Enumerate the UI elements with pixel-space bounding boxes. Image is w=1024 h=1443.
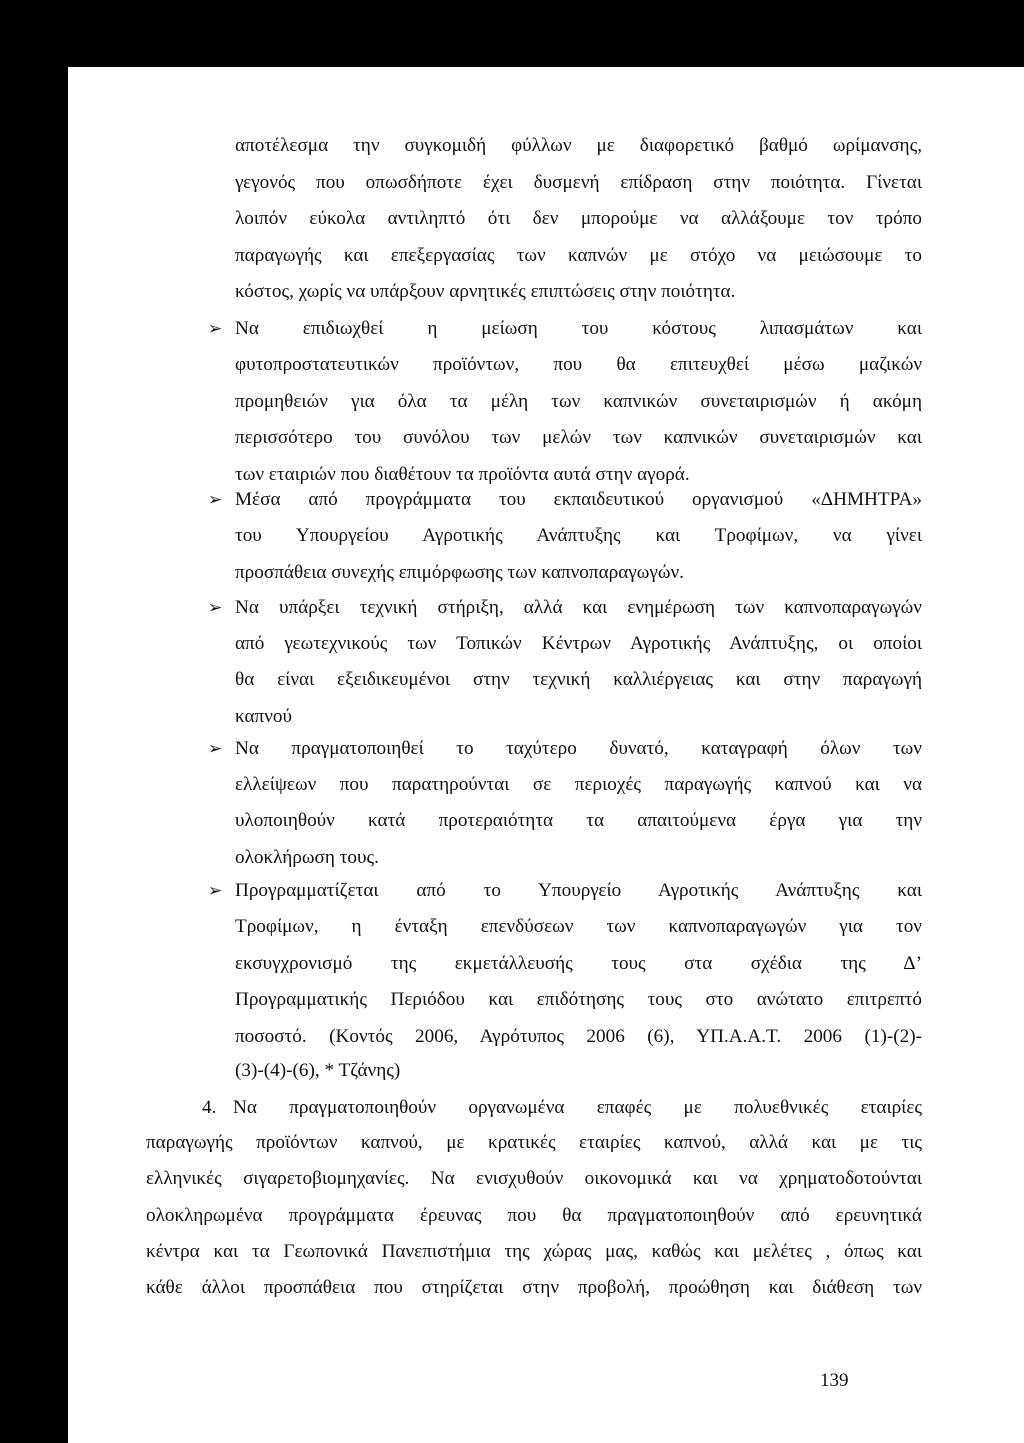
- item-line: Να πραγματοποιηθούν οργανωμένα επαφές με πολυεθνικές εταιρίες: [233, 1097, 922, 1118]
- item-line: παραγωγής προϊόντων καπνού, με κρατικές εταιρίες καπνού, αλλά και με τις: [146, 1132, 922, 1153]
- bullet-line: περισσότερο του συνόλου των μελών των καπνικών συνεταιρισμών και: [235, 427, 922, 448]
- bullet-line: φυτοπροστατευτικών προϊόντων, που θα επιτευχθεί μέσω μαζικών: [235, 354, 922, 375]
- bullet-line: ελλείψεων που παρατηρούνται σε περιοχές παραγωγής καπνού και να: [235, 774, 922, 795]
- item-line: ολοκληρωμένα προγράμματα έρευνας που θα πραγματοποιηθούν από ερευνητικά: [146, 1205, 922, 1226]
- paragraph-line: κόστος, χωρίς να υπάρξουν αρνητικές επιπτώσεις στην ποιότητα.: [235, 281, 736, 302]
- bullet-line: Μέσα από προγράμματα του εκπαιδευτικού οργανισμού «ΔΗΜΗΤΡΑ»: [235, 489, 922, 510]
- bullet-line: προμηθειών για όλα τα μέλη των καπνικών συνεταιρισμών ή ακόμη: [235, 391, 922, 412]
- item-line: κέντρα και τα Γεωπονικά Πανεπιστήμια της χώρας μας, καθώς και μελέτες , όπως και: [146, 1241, 922, 1262]
- bullet-line: προσπάθεια συνεχής επιμόρφωσης των καπνοπαραγωγών.: [235, 562, 684, 583]
- bullet-line: του Υπουργείου Αγροτικής Ανάπτυξης και Τροφίμων, να γίνει: [235, 525, 922, 546]
- arrow-bullet-icon: ➢: [208, 319, 223, 339]
- item-number: 4.: [202, 1097, 217, 1118]
- bullet-line: Να επιδιωχθεί η μείωση του κόστους λιπασμάτων και: [235, 318, 922, 339]
- bullet-line: Προγραμματίζεται από το Υπουργείο Αγροτικής Ανάπτυξης και: [235, 880, 922, 901]
- bullet-line: καπνού: [235, 706, 293, 727]
- bullet-line: Να πραγματοποιηθεί το ταχύτερο δυνατό, καταγραφή όλων των: [235, 738, 922, 759]
- bullet-line: Τροφίμων, η ένταξη επενδύσεων των καπνοπαραγωγών για τον: [235, 916, 922, 937]
- arrow-bullet-icon: ➢: [208, 739, 223, 759]
- bullet-line: των εταιριών που διαθέτουν τα προϊόντα αυτά στην αγορά.: [235, 464, 690, 485]
- paragraph-line: λοιπόν εύκολα αντιληπτό ότι δεν μπορούμε να αλλάξουμε τον τρόπο: [235, 208, 922, 229]
- paragraph-line: γεγονός που οπωσδήποτε έχει δυσμενή επίδραση στην ποιότητα. Γίνεται: [235, 172, 922, 193]
- bullet-line: υλοποιηθούν κατά προτεραιότητα τα απαιτούμενα έργα για την: [235, 810, 922, 831]
- bullet-line: εκσυγχρονισμό της εκμετάλλευσής τους στα σχέδια της Δ’: [235, 953, 922, 974]
- item-line: κάθε άλλοι προσπάθεια που στηρίζεται στην προβολή, προώθηση και διάθεση των: [146, 1277, 922, 1298]
- document-page: [68, 67, 1024, 1443]
- bullet-line: ποσοστό. (Κοντός 2006, Αγρότυπος 2006 (6), ΥΠ.Α.Α.Τ. 2006 (1)-(2)-: [235, 1026, 922, 1047]
- bullet-line: Προγραμματικής Περιόδου και επιδότησης τους στο ανώτατο επιτρεπτό: [235, 989, 922, 1010]
- paragraph-line: αποτέλεσμα την συγκομιδή φύλλων με διαφορετικό βαθμό ωρίμανσης,: [235, 135, 922, 156]
- item-line: ελληνικές σιγαρετοβιομηχανίες. Να ενισχυθούν οικονομικά και να χρηματοδοτούνται: [146, 1168, 922, 1189]
- arrow-bullet-icon: ➢: [208, 881, 223, 901]
- bullet-line: θα είναι εξειδικευμένοι στην τεχνική καλλιέργειας και στην παραγωγή: [235, 669, 922, 690]
- arrow-bullet-icon: ➢: [208, 490, 223, 510]
- bullet-line: (3)-(4)-(6), * Τζάνης): [235, 1060, 401, 1081]
- bullet-line: ολοκλήρωση τους.: [235, 847, 379, 868]
- arrow-bullet-icon: ➢: [208, 598, 223, 618]
- bullet-line: Να υπάρξει τεχνική στήριξη, αλλά και ενημέρωση των καπνοπαραγωγών: [235, 597, 922, 618]
- bullet-line: από γεωτεχνικούς των Τοπικών Κέντρων Αγροτικής Ανάπτυξης, οι οποίοι: [235, 633, 922, 654]
- page-number: 139: [820, 1370, 849, 1391]
- paragraph-line: παραγωγής και επεξεργασίας των καπνών με στόχο να μειώσουμε το: [235, 245, 922, 266]
